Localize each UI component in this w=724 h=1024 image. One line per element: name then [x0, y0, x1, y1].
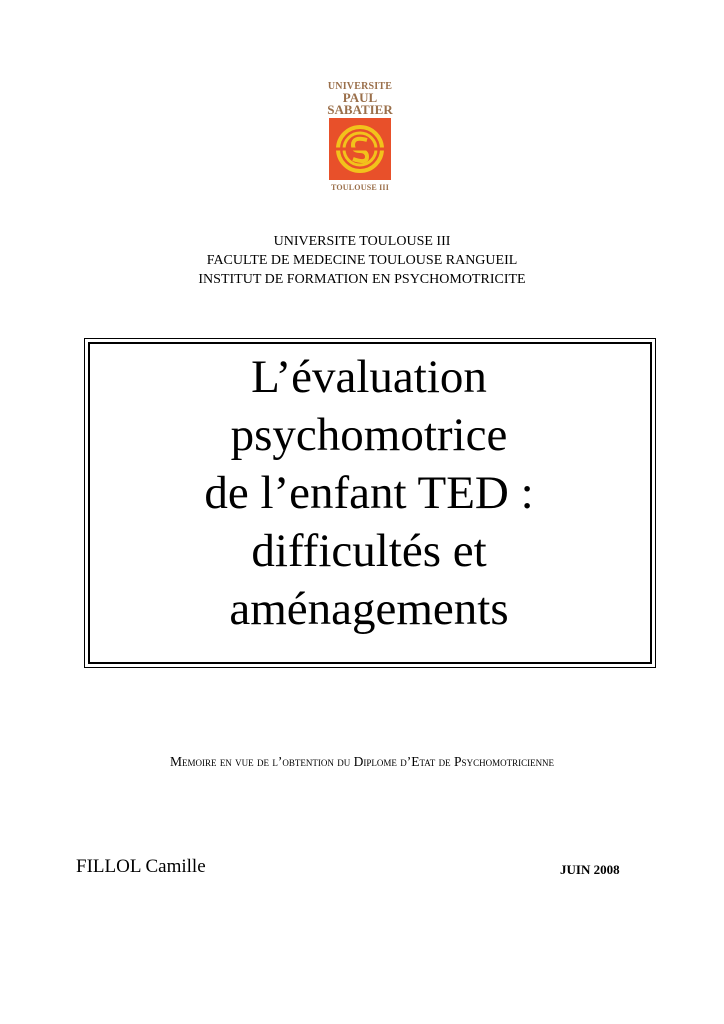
title-line: difficultés et	[251, 525, 487, 577]
title-line: psychomotrice	[230, 409, 508, 461]
institution-header	[0, 232, 724, 289]
title-line: L’évaluation	[251, 351, 487, 403]
memoire-subtitle: Memoire en vue de l’obtention du Diplome d’Etat de Psychomotricienne	[169, 754, 555, 769]
header-faculty: FACULTE DE MEDECINE TOULOUSE RANGUEIL	[206, 253, 518, 268]
logo-line-sabatier: SABATIER	[327, 102, 393, 117]
title-line: aménagements	[229, 583, 509, 635]
title-line: de l’enfant TED :	[204, 467, 534, 519]
header-university: UNIVERSITE TOULOUSE III	[273, 234, 451, 249]
author-name: FILLOL Camille	[76, 856, 206, 877]
university-logo	[322, 82, 398, 196]
submission-date: JUIN 2008	[560, 862, 620, 877]
logo-line-paul: PAUL	[342, 90, 378, 105]
header-institute: INSTITUT DE FORMATION EN PSYCHOMOTRICITE	[198, 272, 526, 287]
logo-line-toulouse: TOULOUSE III	[330, 183, 390, 192]
logo-line-universite: UNIVERSITE	[327, 81, 393, 92]
document-title	[0, 348, 724, 638]
logo-emblem-icon	[329, 118, 391, 180]
